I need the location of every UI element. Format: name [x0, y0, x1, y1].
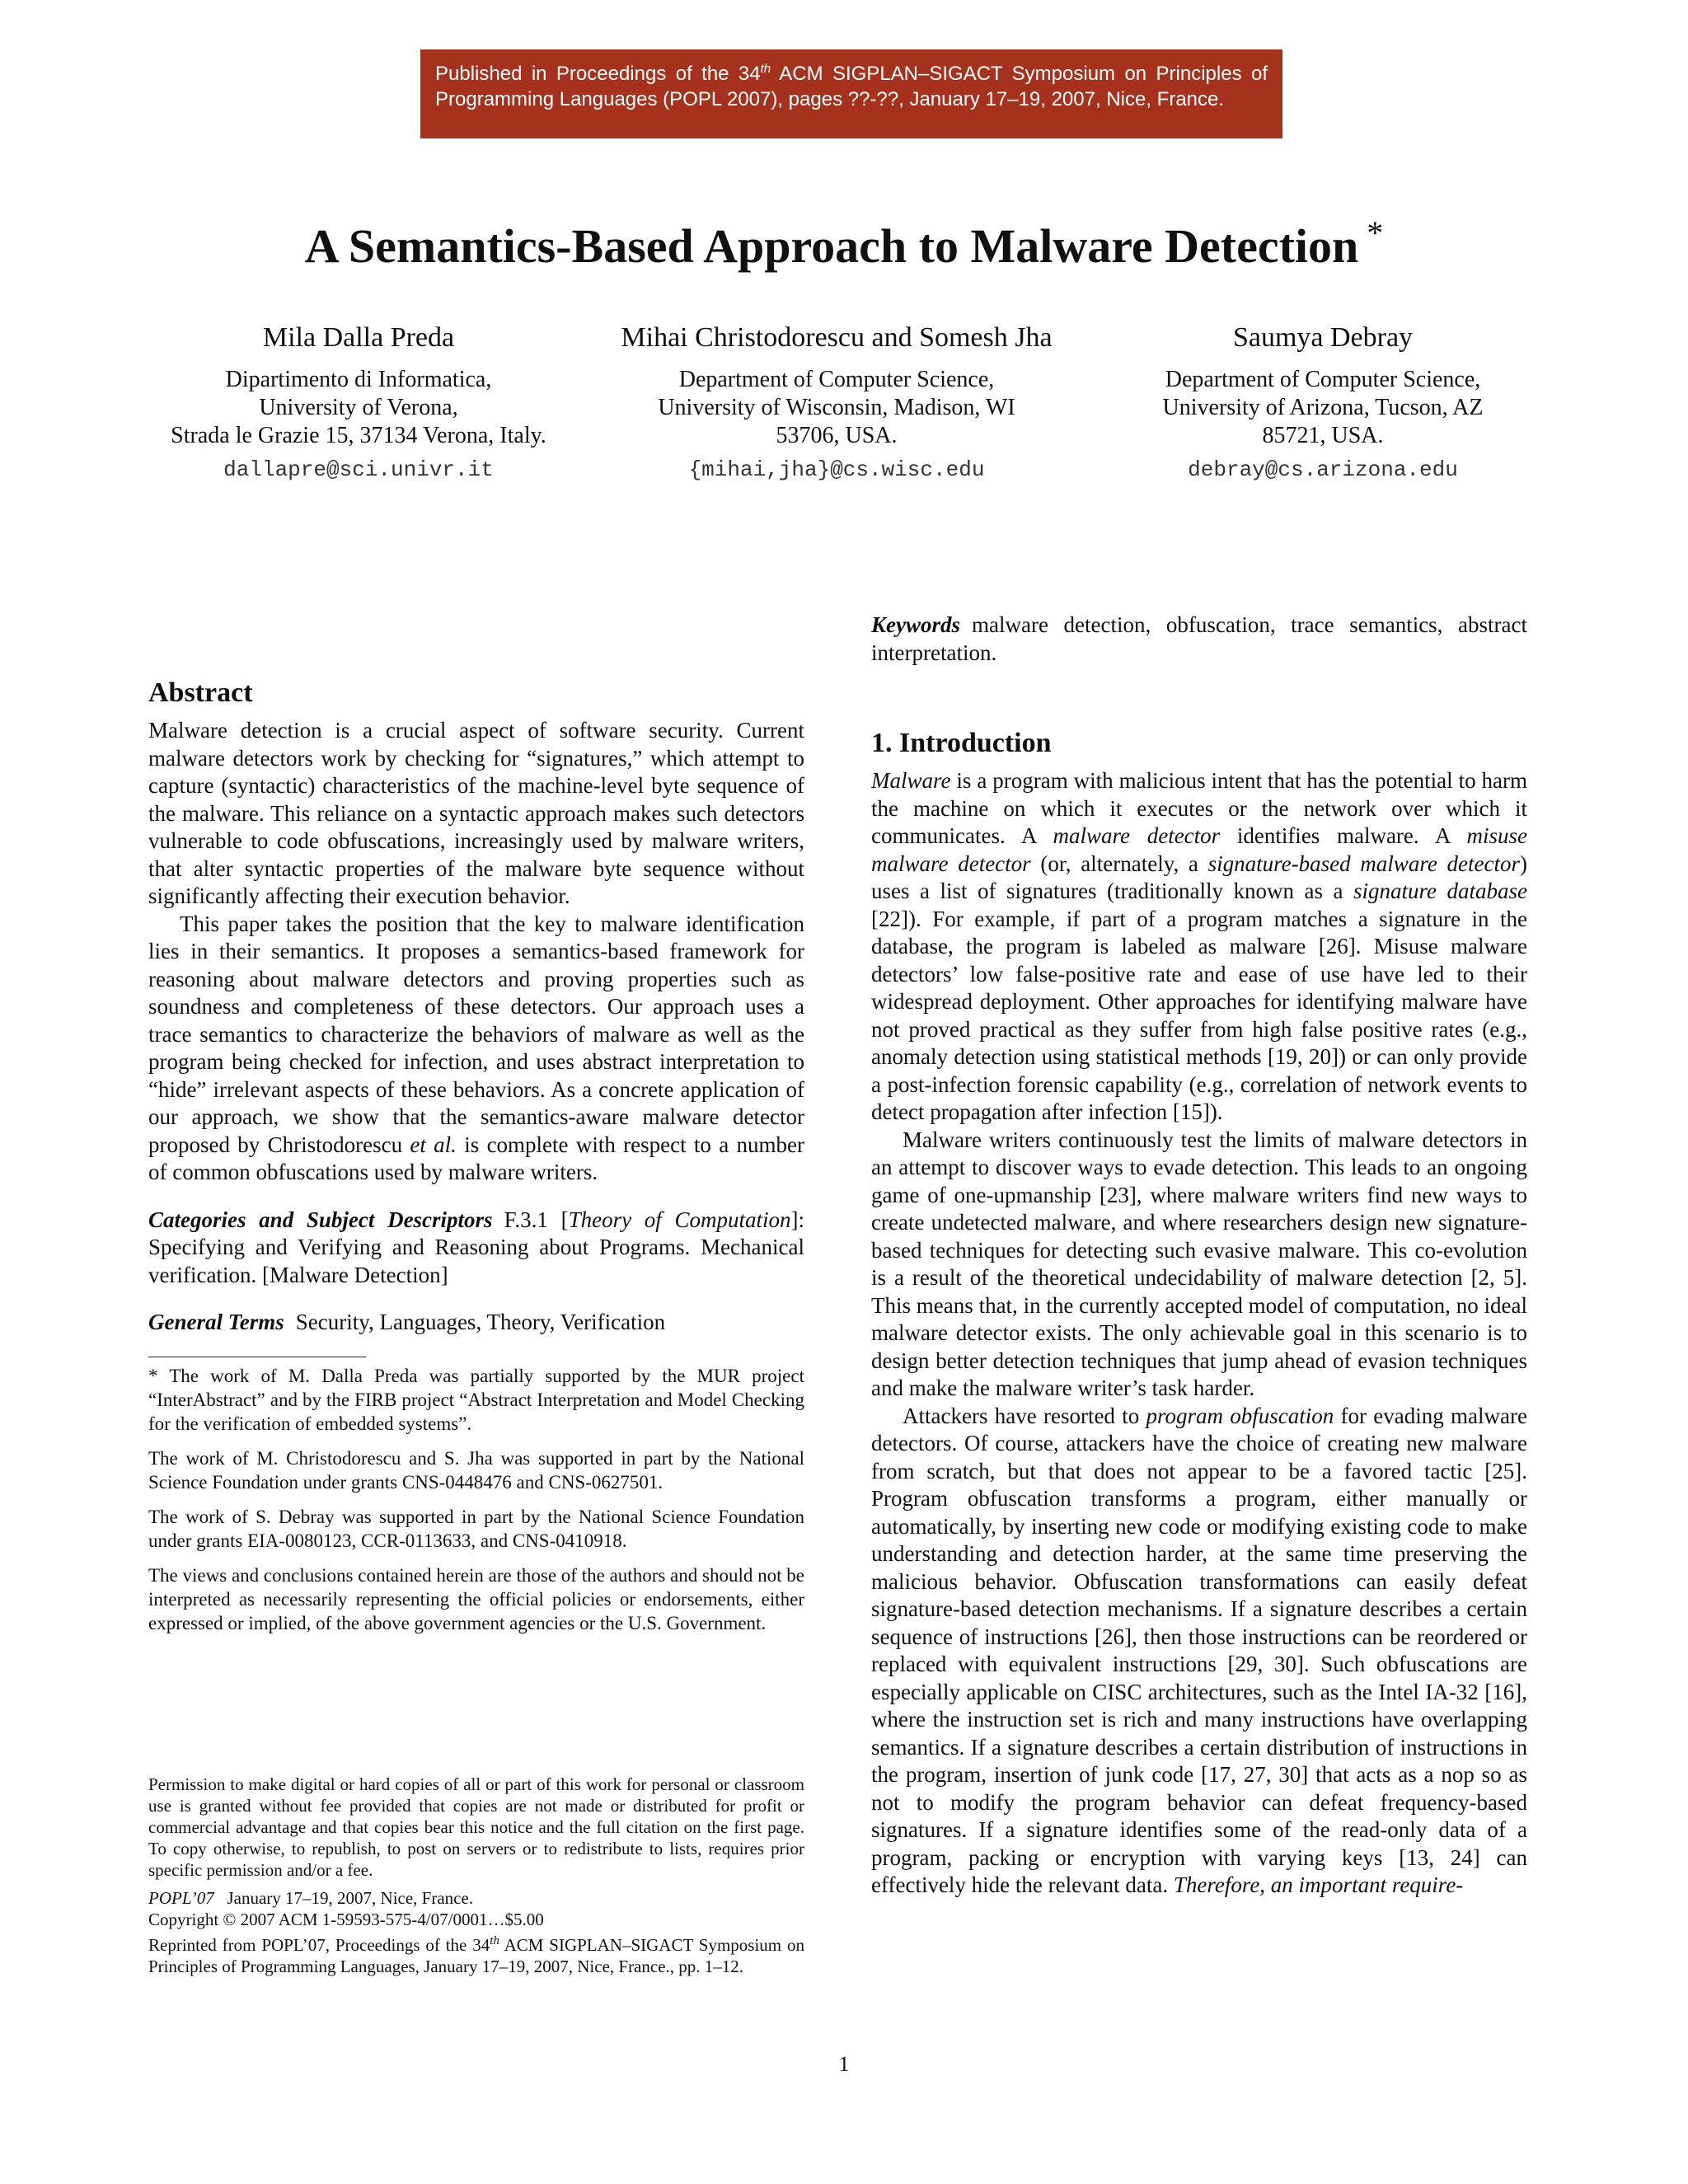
footnote: The work of S. Debray was supported in part by the National Science Foundation under grants EIA-0080123, CCR-0113633, and CNS-0410918.: [148, 1506, 804, 1551]
author-affiliation-line: University of Arizona, Tucson, AZ: [1162, 395, 1484, 420]
abstract-text: This paper takes the position that the key to malware identification lies in their semantics. It proposes a semantics-based framework for reasoning about malware detectors and proving properties such as soundness and completeness of these detectors. Our approach uses a trace semantics to characterize the behaviors of malware as well as the program being checked for infection, and uses abstract interpretation to “hide” irrelevant aspects of these behaviors. As a concrete application of our approach, we show that the semantics-aware malware detector proposed by Christodorescu: [148, 911, 804, 1157]
banner-superscript: th: [760, 62, 771, 76]
body-text: is a program with malicious intent that has the potential to harm the machine on which it executes or the network over which it communicates. A: [871, 768, 1527, 848]
author-affiliation-line: 53706, USA.: [776, 423, 898, 448]
body-text: (or, alternately, a: [1030, 851, 1208, 876]
body-text: for evading malware detectors. Of course, attackers have the choice of creating new malware from scratch, but that does not appear to be a favored tactic [25]. Program obfuscation transforms a program, either manually or automatically, by inserting new code or modifying existing code to make understanding and detection harder, at the same time preserving the malicious behavior. Obfuscation transformations can easily defeat signature-based detection mechanisms. If a signature describes a certain sequence of instructions [26], then those instructions can be reordered or replaced with equivalent instructions [29, 30]. Such obfuscations are especially applicable on CISC architectures, such as the Intel IA-32 [16], where the instruction set is rich and many instructions have overlapping semantics. If a signature describes a certain distribution of instructions in the program, insertion of junk code [17, 27, 30] that acts as a nop so as not to modify the program behavior can defeat frequency-based signatures. If a signature identifies some of the read-only data of a program, packing or encryption with varying keys [13, 24] can effectively hide the relevant data.: [871, 1403, 1527, 1897]
author-affiliation-line: University of Wisconsin, Madison, WI: [658, 395, 1015, 420]
body-text: ) uses a list of signatures (traditionally known as a: [871, 851, 1527, 903]
abstract-paragraph-1: Malware detection is a crucial aspect of software security. Current malware detectors work by checking for “signatures,” which attempt to capture (syntactic) characteristics of the machine-level byte sequence of the malware. This reliance on a syntactic approach makes such detectors vulnerable to code obfuscations, increasingly used by malware writers, that alter syntactic properties of the malware byte sequence without significantly affecting their execution behavior.: [148, 718, 804, 908]
banner-text-pre: Published in Proceedings of the 34: [435, 63, 761, 85]
author-block-1: [148, 323, 569, 485]
right-column: [871, 612, 1527, 1900]
categories-label: Categories and Subject Descriptors: [148, 1207, 493, 1232]
footnote: The work of M. Christodorescu and S. Jha was supported in part by the National Science Foundation under grants CNS-0448476 and CNS-0627501.: [148, 1447, 804, 1493]
page-number: 1: [838, 2052, 850, 2076]
body-text: identifies malware. A: [1220, 823, 1467, 848]
footnote: The views and conclusions contained herein are those of the authors and should not be interpreted as necessarily representing the official policies or endorsements, either expressed or implied, of the above government agencies or the U.S. Government.: [148, 1564, 804, 1633]
title-text: A Semantics-Based Approach to Malware Detection: [304, 219, 1359, 273]
abstract-text: is complete with respect to a number of common obfuscations used by malware writers.: [148, 1132, 804, 1184]
footnote: * The work of M. Dalla Preda was partially supported by the MUR project “InterAbstract” and by the FIRB project “Abstract Interpretation and Model Checking for the verification of embedded systems”.: [148, 1365, 804, 1434]
author-affiliation-line: Department of Computer Science,: [678, 367, 995, 392]
copyright-line: Copyright © 2007 ACM 1-59593-575-4/07/0001…$5.00: [148, 1910, 544, 1929]
banner-text-post: ACM SIGPLAN–SIGACT Symposium on Principles of Programming Languages (POPL 2007), pages ??-??, January 17–19, 2007, Nice, France.: [435, 63, 1268, 110]
author-block-3: [1121, 323, 1525, 485]
permission-text: Permission to make digital or hard copies of all or part of this work for personal or classroom use is granted without fee provided that copies are not made or distributed for profit or commercial advantage and that copies bear this notice and the full citation on the first page. To copy otherwise, to republish, to post on servers or to redistribute to lists, requires prior specific permission and/or a fee.: [148, 1774, 804, 1880]
general-terms-label: General Terms: [148, 1310, 284, 1334]
emphasized-term: Therefore, an important require-: [1173, 1872, 1464, 1897]
emphasized-term: program obfuscation: [1146, 1403, 1334, 1428]
venue-name: POPL’07: [148, 1888, 214, 1908]
reprint-post: ACM SIGPLAN–SIGACT Symposium on Principles of Programming Languages, January 17–19, 2007, Nice, France., pp. 1–12.: [148, 1935, 804, 1976]
abstract-paragraph-2: [148, 911, 804, 1187]
title-footnote-mark: *: [1367, 214, 1384, 251]
author-affiliation-line: University of Verona,: [259, 395, 458, 420]
permission-block: [148, 1774, 804, 1977]
author-affiliation-line: Department of Computer Science,: [1165, 367, 1481, 392]
author-affiliation-line: Strada le Grazie 15, 37134 Verona, Italy.: [171, 423, 546, 448]
author-name: Mihai Christodorescu and Somesh Jha: [621, 322, 1053, 353]
venue-line: [148, 1887, 804, 1909]
emphasized-term: misuse malware detector: [871, 823, 1528, 876]
paper-title: [0, 204, 1688, 275]
keywords-label: Keywords: [871, 612, 960, 637]
categories-rest: ]: Specifying and Verifying and Reasoning about Programs. Mechanical verification. [Malware Detection]: [148, 1207, 804, 1287]
intro-paragraph-1: [871, 767, 1527, 1127]
abstract-heading: Abstract: [148, 677, 253, 708]
intro-paragraph-2: Malware writers continuously test the limits of malware detectors in an attempt to discover ways to evade detection. This leads to an ongoing game of one-upmanship [23], where malware writers find new ways to create undetected malware, and where researchers design new signature-based techniques for detecting such evasive malware. This co-evolution is a result of the theoretical undecidability of malware detection [2, 5]. This means that, in the currently accepted model of computation, no ideal malware detector exists. The only achievable goal in this scenario is to design better detection techniques that jump ahead of evasion techniques and make the malware writer’s task harder.: [871, 1127, 1527, 1400]
general-terms-text: Security, Languages, Theory, Verification: [295, 1310, 666, 1334]
author-email[interactable]: dallapre@sci.univr.it: [223, 457, 494, 482]
emphasized-term: signature database: [1353, 879, 1527, 903]
emphasized-term: malware detector: [1053, 823, 1221, 848]
intro-paragraph-3: [871, 1403, 1527, 1900]
keywords-text: malware detection, obfuscation, trace semantics, abstract interpretation.: [871, 612, 1527, 665]
author-block-2: [618, 323, 1055, 485]
left-column: [148, 676, 804, 1646]
categories-paragraph: [148, 1207, 804, 1290]
keywords-paragraph: [871, 612, 1527, 667]
categories-italic: Theory of Computation: [568, 1207, 791, 1232]
author-affiliation-line: 85721, USA.: [1262, 423, 1384, 448]
venue-date: January 17–19, 2007, Nice, France.: [227, 1888, 474, 1908]
abstract-etal: et al.: [410, 1132, 457, 1157]
reprint-superscript: th: [490, 1934, 499, 1947]
author-name: Mila Dalla Preda: [262, 322, 455, 353]
author-affiliation-line: Dipartimento di Informatica,: [225, 367, 492, 392]
categories-code: F.3.1 [: [504, 1207, 569, 1232]
emphasized-term: signature-based malware detector: [1207, 851, 1520, 876]
author-email[interactable]: {mihai,jha}@cs.wisc.edu: [688, 457, 985, 482]
emphasized-term: Malware: [871, 768, 951, 793]
author-email[interactable]: debray@cs.arizona.edu: [1188, 457, 1458, 482]
introduction-heading: 1. Introduction: [871, 728, 1052, 758]
footnotes: [148, 1357, 804, 1635]
general-terms-paragraph: [148, 1309, 804, 1337]
author-name: Saumya Debray: [1232, 322, 1414, 353]
body-text: Attackers have resorted to: [903, 1403, 1146, 1428]
publication-banner: [420, 49, 1282, 138]
reprint-pre: Reprinted from POPL’07, Proceedings of the 34: [148, 1935, 490, 1955]
body-text: [22]). For example, if part of a program matches a signature in the database, the program is labeled as malware [26]. Misuse malware detectors’ low false-positive rate and ease of use have led to their widespread deployment. Other approaches for identifying malware have not proved practical as they suffer from high false positive rates (e.g., anomaly detection using statistical methods [19, 20]) or can only provide a post-infection forensic capability (e.g., correlation of network events to detect propagation after infection [15]).: [871, 906, 1527, 1124]
reprint-line: [148, 1930, 804, 1977]
